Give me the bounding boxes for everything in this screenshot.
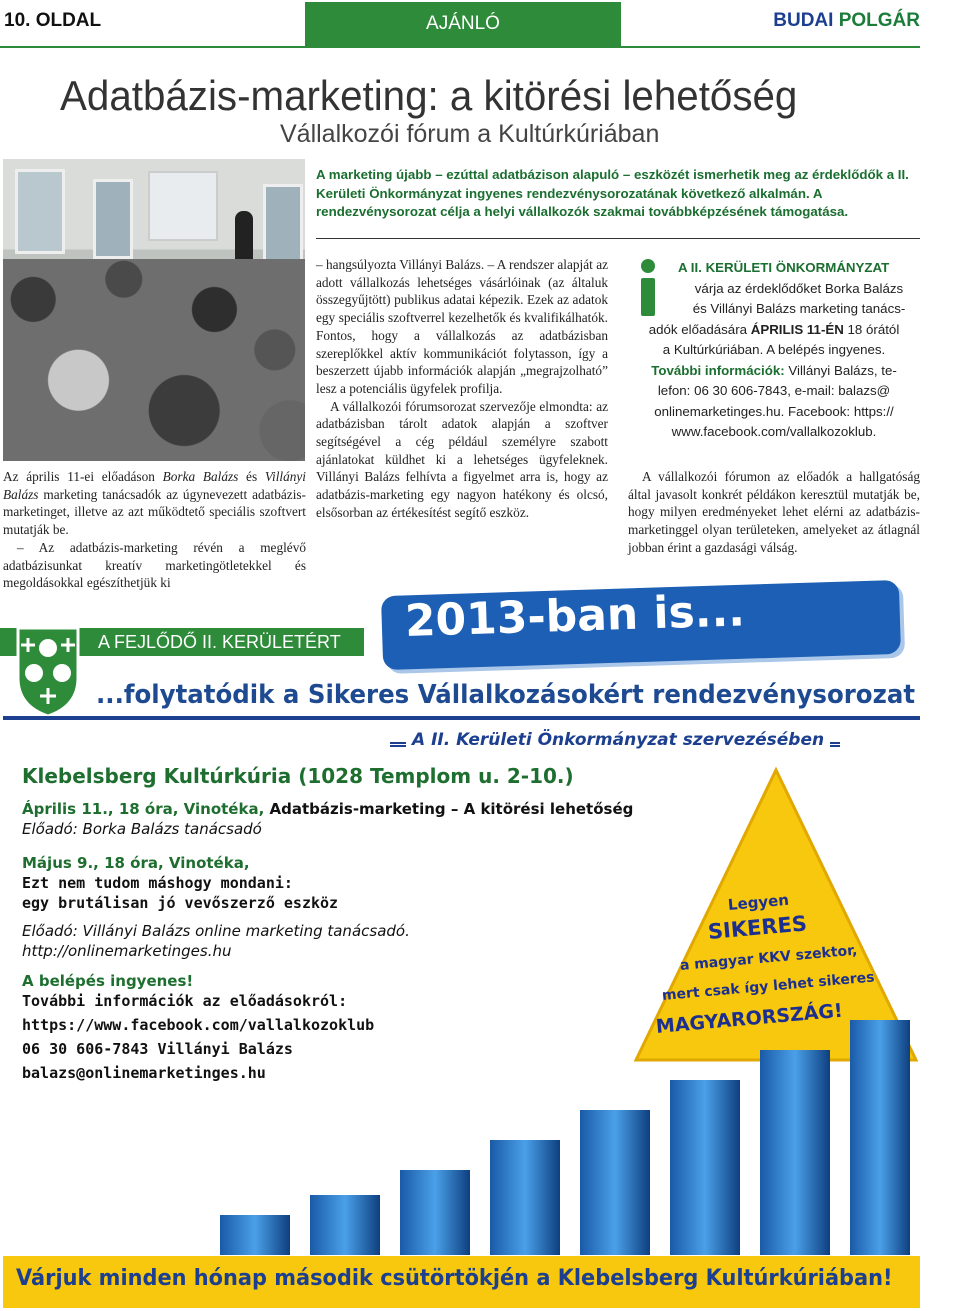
- event-1-place: , 18 óra, Vinotéka,: [107, 800, 270, 818]
- info-more-label: További információk:: [651, 362, 785, 378]
- speaker-name-2: Villányi Balázs: [3, 469, 306, 502]
- bar-group: [220, 1020, 910, 1255]
- lead-rule: [316, 238, 920, 239]
- paper-name-part2: POLGÁR: [833, 10, 920, 31]
- col2-paragraph-1: – hangsúlyozta Villányi Balázs. – A rendszer alapját az adott vállalkozás lehetséges vásárlóinak (az általuk összegyűjtött) publikus adatai képezik. Ezek az adatok egy speciális szoftverrel kezelhetők és kvalifikálhatók. Fontos, hogy a vállalkozás az adatbázisban szereplőkkel aktív kommunikációt folytasson, így a beszerzett újabb információk alapján „megrajzolható” lesz a potenciális ügyfelek profilja.: [316, 257, 608, 396]
- info-line-6: lefon: 06 30 606-7843, e-mail: balazs@: [657, 383, 891, 398]
- info-line-5: [628, 361, 920, 382]
- event-2-speaker-text: Előadó: Villányi Balázs online marketing tanácsadó.: [22, 922, 410, 940]
- photo-door: [93, 179, 133, 259]
- info-line-1: várja az érdeklődőket Borka Balázs: [694, 280, 904, 296]
- paper-name-part1: BUDAI: [773, 10, 834, 31]
- header-rule: [0, 46, 920, 48]
- event-2-title-2-text: egy brutálisan jó vevőszerző eszköz: [22, 894, 339, 912]
- banner-label: A FEJLŐDŐ II. KERÜLETÉRT: [98, 632, 341, 652]
- article-column-2: [316, 256, 608, 522]
- info-box: [628, 258, 920, 443]
- event-2-date: Május 9.: [22, 854, 94, 872]
- free-entry-text: A belépés ingyenes!: [22, 972, 194, 990]
- info-line-5b: Villányi Balázs, te-: [784, 362, 897, 378]
- speaker-name-1: Borka Balázs: [162, 469, 239, 484]
- triangle-line-1: Legyen: [727, 890, 790, 914]
- event-1-speaker: [22, 820, 262, 839]
- phone-text: 06 30 606-7843 Villányi Balázs: [22, 1040, 293, 1058]
- col1-text-b: és: [238, 469, 265, 484]
- col3-paragraph-1: A vállalkozói fórumon az előadók a hallgatóság által javasolt konkrét példákon keresztül mutatják be, hogy milyen eredményeket lehet elérni az adatbázis-marketinggel olyan területeken, amelyeket az átlagnál jobban érint a gazdasági válság.: [628, 469, 920, 555]
- event-2-place: , 18 óra, Vinotéka,: [93, 854, 250, 872]
- triangle-line-2: SIKERES: [706, 911, 808, 944]
- info-line-3c: 18 órától: [843, 321, 900, 337]
- photo-projection-screen: [148, 171, 218, 241]
- event-1-speaker-text: Előadó: Borka Balázs tanácsadó: [22, 820, 262, 838]
- info-line-3a: adók előadására: [648, 321, 751, 337]
- article-column-1: [3, 468, 306, 592]
- info-date: ÁPRILIS 11-ÉN: [750, 321, 844, 337]
- info-icon: [628, 258, 668, 318]
- series-heading: ...folytatódik a Sikeres Vállalkozásokért rendezvénysorozat: [96, 680, 916, 710]
- info-line-8: www.facebook.com/vallalkozoklub.: [671, 424, 877, 439]
- event-2-title-1: [22, 874, 293, 893]
- series-rule: [3, 716, 920, 720]
- article-title: Adatbázis-marketing: a kitörési lehetőség: [60, 72, 798, 119]
- organizer-line: A II. Kerületi Önkormányzat szervezésében: [406, 730, 830, 750]
- free-entry: [22, 972, 193, 991]
- facebook-link-text[interactable]: https://www.facebook.com/vallalkozoklub: [22, 1016, 375, 1034]
- photo-speaker: [235, 211, 253, 266]
- email-text[interactable]: balazs@onlinemarketinges.hu: [22, 1064, 266, 1082]
- article-column-3: [628, 468, 920, 557]
- event-photo: [3, 159, 305, 461]
- article-subtitle: Vállalkozói fórum a Kultúrkúriában: [280, 120, 660, 148]
- info-heading: A II. KERÜLETI ÖNKORMÁNYZAT: [678, 260, 890, 275]
- event-2-line: [22, 854, 250, 873]
- col2-paragraph-2: A vállalkozói fórumsorozat szervezője elmondta: az adatbázisban tárolt adatok alapján a szoftver segítségével a cég például személyre szabott ajánlatokat küldhet ki a lehetséges ügyfeleknek. Villányi Balázs felhívta a figyelmet arra is, hogy az adatbázis-marketing egy nagyon hatékony és olcsó, elsősorban az értékesítést segítő eszköz.: [316, 398, 608, 520]
- photo-audience: [3, 259, 305, 461]
- event-1-title: Adatbázis-marketing – A kitörési lehetőség: [269, 800, 634, 818]
- section-label: AJÁNLÓ: [305, 2, 621, 46]
- growth-bars-graphic: [200, 1000, 920, 1255]
- triangle-line-4: mert csak így lehet sikeres: [661, 969, 876, 1004]
- photo-window: [15, 169, 65, 254]
- event-1-line: [22, 800, 633, 819]
- photo-door-right: [263, 184, 303, 264]
- event-1-date: Április 11.: [22, 800, 108, 818]
- col1-paragraph-1: [3, 468, 306, 539]
- event-2-url-text[interactable]: http://onlinemarketinges.hu: [22, 942, 232, 960]
- venue-heading: Klebelsberg Kultúrkúria (1028 Templom u. 2-10.): [22, 764, 574, 788]
- footer-text: Várjuk minden hónap második csütörtökjén a Klebelsberg Kultúrkúriában!: [16, 1266, 893, 1291]
- info-line-4: a Kultúrkúriában. A belépés ingyenes.: [662, 342, 886, 357]
- col1-text-c: marketing tanácsadók az úgynevezett adatbázis-marketinget, illetve az azt működtető speciális szoftvert mutatják be.: [3, 486, 306, 538]
- event-2-url[interactable]: [22, 942, 232, 961]
- event-2-speaker: [22, 922, 410, 941]
- event-2-title-1-text: Ezt nem tudom máshogy mondani:: [22, 874, 293, 892]
- newspaper-name: [773, 10, 920, 32]
- info-line-2: és Villányi Balázs marketing tanács-: [692, 301, 906, 316]
- col1-text-a: Az április 11-ei előadáson: [3, 469, 163, 484]
- page-number: 10. OLDAL: [4, 10, 102, 31]
- year-heading: 2013-ban is...: [404, 585, 746, 647]
- more-info-text: További információk az előadásokról:: [22, 992, 348, 1010]
- col1-paragraph-2: – Az adatbázis-marketing révén a meglévő adatbázisunkat kreatív marketingötletekkel és megoldásokkal egészíthetjük ki: [3, 539, 306, 591]
- event-2-title-2: [22, 894, 338, 913]
- triangle-line-3: a magyar KKV szektor,: [679, 942, 858, 974]
- info-line-3: [628, 320, 920, 341]
- info-line-7: onlinemarketinges.hu. Facebook: https://: [654, 403, 894, 419]
- triangle-line-5: MAGYARORSZÁG!: [655, 999, 844, 1038]
- district-crest-icon: [8, 618, 88, 718]
- article-lead: A marketing újabb – ezúttal adatbázison alapuló – eszközét ismerhetik meg az érdeklődők a II. Kerületi Önkormányzat ingyenes rendezvénysorozatának következő alkalmán. A rendezvénysorozat célja a helyi vállalkozók szakmai továbbképzésének támogatása.: [316, 167, 909, 219]
